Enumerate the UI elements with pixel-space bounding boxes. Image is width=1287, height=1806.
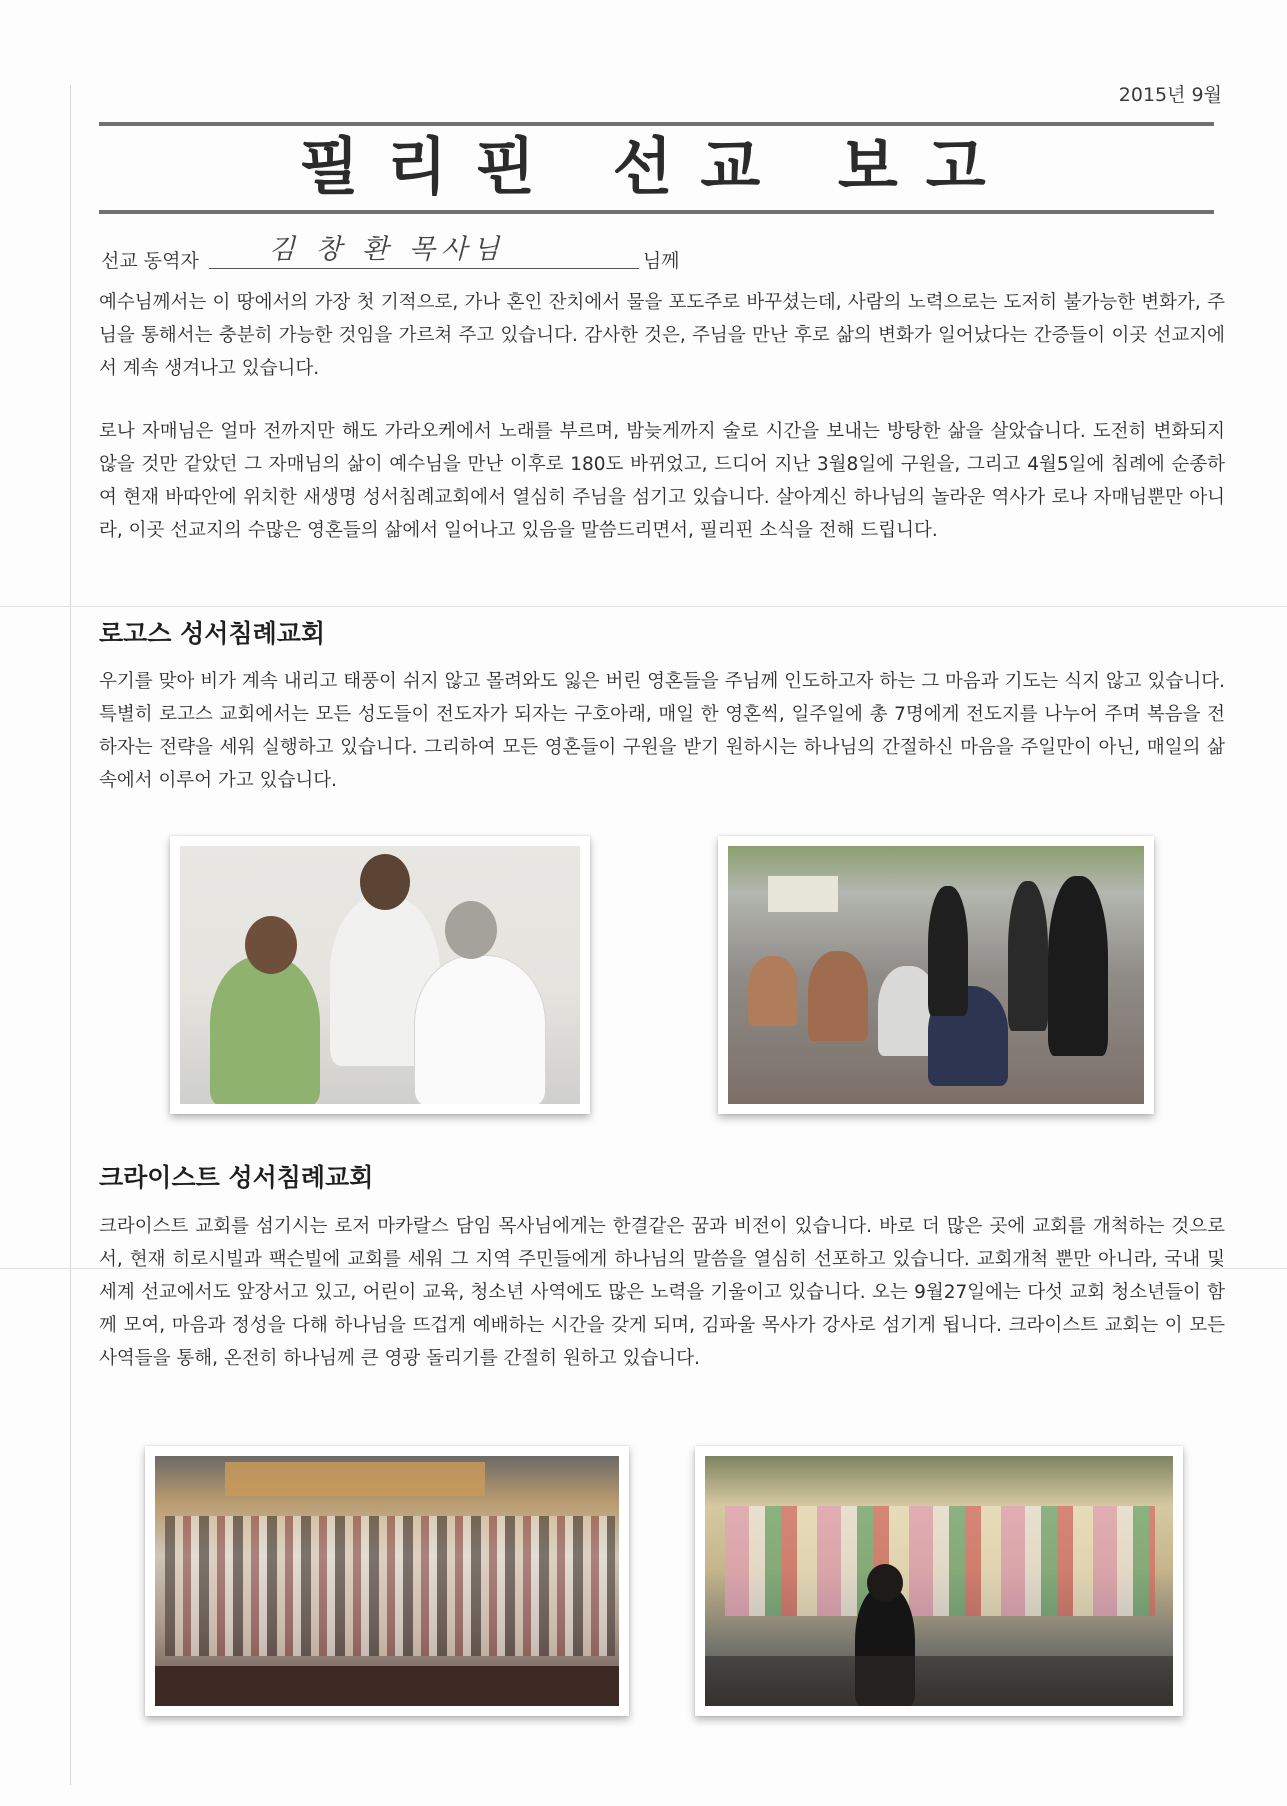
photo-street-evangelism bbox=[718, 836, 1154, 1114]
photo-children-choir bbox=[695, 1446, 1183, 1716]
photo-image bbox=[180, 846, 580, 1104]
person-head bbox=[245, 916, 297, 974]
person-figure bbox=[748, 956, 798, 1026]
photo-image bbox=[705, 1456, 1173, 1706]
recipient-name-blank bbox=[209, 232, 639, 269]
recipient-suffix: 님께 bbox=[642, 250, 680, 272]
children-shape bbox=[725, 1506, 1155, 1616]
crowd-shape bbox=[165, 1516, 615, 1656]
fold-line-top bbox=[0, 606, 1287, 607]
margin-rule bbox=[70, 85, 71, 1785]
person-figure bbox=[808, 951, 868, 1041]
person-figure bbox=[210, 956, 320, 1104]
recipient-line bbox=[101, 232, 680, 273]
photo-image bbox=[155, 1456, 619, 1706]
section-body-christ: 크라이스트 교회를 섬기시는 로저 마카랄스 담임 목사님에게는 한결같은 꿈과 비전이 있습니다. 바로 더 많은 곳에 교회를 개척하는 것으로서, 현재 히로시빌과 팩슨빌에 교회를 세워 그 지역 주민들에게 하나님의 말씀을 열심히 선포하고 있습니다. 교회개척 뿐만 아니라, 국내 및 세계 선교에서도 앞장서고 있고, 어린이 교육, 청소년 사역에도 많은 노력을 기울이고 있습니다. 오는 9월27일에는 다섯 교회 청소년들이 함께 모여, 마음과 정성을 다해 하나님을 뜨겁게 예배하는 시간을 갖게 되며, 김파울 목사가 강사로 섬기게 됩니다. 크라이스트 교회는 이 모든 사역들을 통해, 온전히 하나님께 큰 영광 돌리기를 간절히 원하고 있습니다. bbox=[99, 1216, 1225, 1369]
photo-image bbox=[728, 846, 1144, 1104]
person-figure bbox=[928, 886, 968, 1016]
person-head bbox=[445, 901, 497, 959]
handwritten-recipient-name: 김 창 환 목사님 bbox=[268, 234, 506, 265]
banner-shape bbox=[225, 1462, 485, 1496]
section-heading-logos: 로고스 성서침례교회 bbox=[99, 619, 326, 648]
person-figure bbox=[1008, 881, 1048, 1031]
title-rule-bottom bbox=[99, 210, 1214, 214]
photo-congregation bbox=[145, 1446, 629, 1716]
person-head bbox=[867, 1564, 903, 1602]
recipient-label: 선교 동역자 bbox=[101, 250, 199, 272]
audience-shape bbox=[705, 1656, 1173, 1706]
intro-paragraph-1: 예수님께서는 이 땅에서의 가장 첫 기적으로, 가나 혼인 잔치에서 물을 포도주로 바꾸셨는데, 사람의 노력으로는 도저히 불가능한 변화가, 주님을 통해서는 충분히 가능한 것임을 가르쳐 주고 있습니다. 감사한 것은, 주님을 만난 후로 삶의 변화가 일어났다는 간증들이 이곳 선교지에서 계속 생겨나고 있습니다. bbox=[99, 292, 1225, 379]
section-heading-christ: 크라이스트 성서침례교회 bbox=[99, 1163, 374, 1192]
person-figure bbox=[415, 956, 545, 1104]
page-title: 필리핀 선교 보고 bbox=[299, 130, 1014, 203]
intro-paragraph-2: 로나 자매님은 얼마 전까지만 해도 가라오케에서 노래를 부르며, 밤늦게까지 술로 시간을 보내는 방탕한 삶을 살았습니다. 도전히 변화되지 않을 것만 같았던 그 자매님의 삶이 예수님을 만난 이후로 180도 바뀌었고, 드디어 지난 3월8일에 구원을, 그리고 4월5일에 침례에 순종하여 현재 바따안에 위치한 새생명 성서침례교회에서 열심히 주님을 섬기고 있습니다. 살아계신 하나님의 놀라운 역사가 로나 자매님뿐만 아니라, 이곳 선교지의 수많은 영혼들의 삶에서 일어나고 있음을 말씀드리면서, 필리핀 소식을 전해 드립니다. bbox=[99, 421, 1225, 541]
pews-shape bbox=[155, 1666, 619, 1706]
section-body-logos: 우기를 맞아 비가 계속 내리고 태풍이 쉬지 않고 몰려와도 잃은 버린 영혼들을 주님께 인도하고자 하는 그 마음과 기도는 식지 않고 있습니다. 특별히 로고스 교회에서는 모든 성도들이 전도자가 되자는 구호아래, 매일 한 영혼씩, 일주일에 총 7명에게 전도지를 나누어 주며 복음을 전하자는 전략을 세워 실행하고 있습니다. 그리하여 모든 영혼들이 구원을 받기 원하시는 하나님의 간절하신 마음을 주일만이 아닌, 매일의 삶속에서 이루어 가고 있습니다. bbox=[99, 671, 1225, 791]
photo-bible-study bbox=[170, 836, 590, 1114]
person-figure bbox=[1048, 876, 1108, 1056]
issue-date: 2015년 9월 bbox=[1118, 84, 1222, 106]
person-head bbox=[360, 854, 410, 910]
jeepney-shape bbox=[768, 876, 838, 912]
